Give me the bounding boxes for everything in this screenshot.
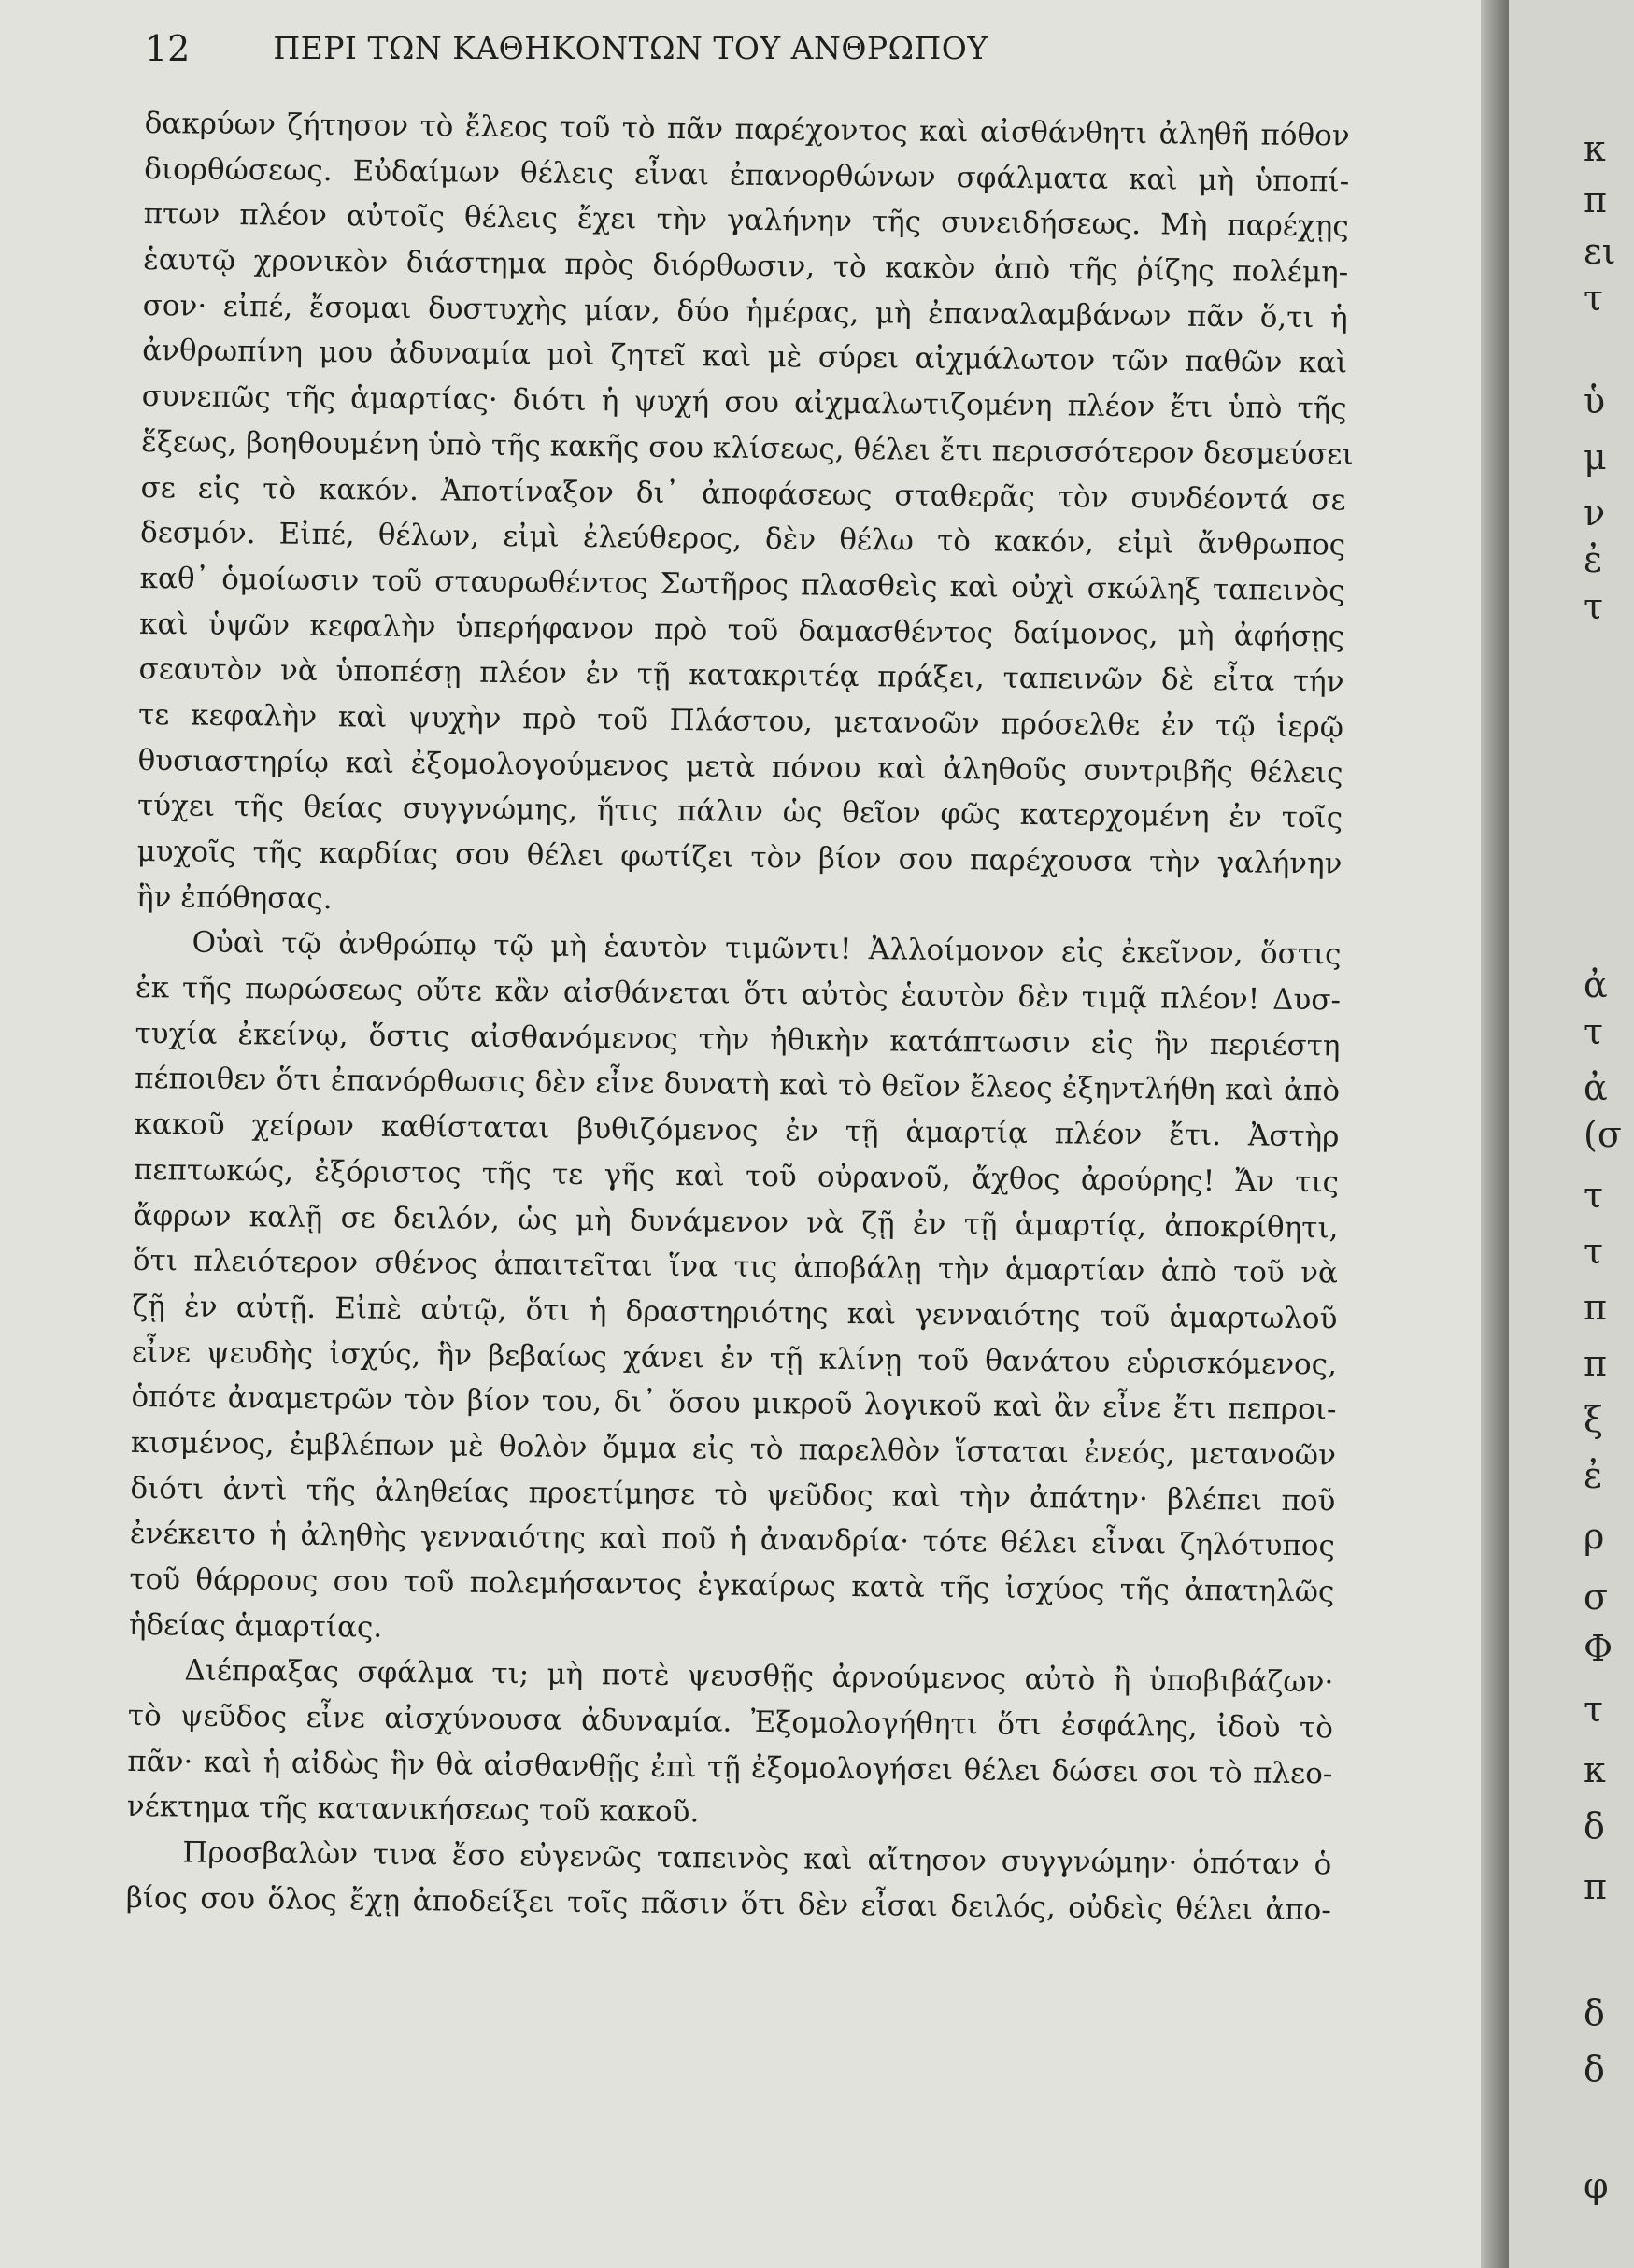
edge-fragment: κ xyxy=(1584,128,1606,169)
edge-fragment: π xyxy=(1584,1287,1607,1328)
text-line: καθ᾽ ὁμοίωσιν τοῦ σταυρωθέντος Σωτῆρος πλασθεὶς καὶ οὐχὶ σκώληξ ταπεινὸς xyxy=(139,561,1345,608)
text-line: ὅτι πλειότερον σθένος ἀπαιτεῖται ἵνα τις ἀποβάλῃ τὴν ἁμαρτίαν ἀπὸ τοῦ νὰ xyxy=(132,1244,1339,1291)
text-line: πᾶν· καὶ ἡ αἰδὼς ἣν θὰ αἰσθανθῇς ἐπὶ τῇ ἐξομολογήσει θέλει δώσει σοι τὸ πλεο- xyxy=(127,1744,1333,1791)
text-line: Διέπραξας σφάλμα τι; μὴ ποτὲ ψευσθῇς ἀρνούμενος αὐτὸ ἢ ὑποβιβάζων· xyxy=(184,1653,1334,1700)
text-line: κακοῦ χείρων καθίσταται βυθιζόμενος ἐν τῇ ἁμαρτίᾳ πλέον ἔτι. Ἀστὴρ xyxy=(134,1107,1340,1154)
edge-fragment: ει xyxy=(1584,231,1616,272)
edge-fragment: π xyxy=(1584,1866,1607,1907)
book-gutter-shadow xyxy=(1481,0,1509,2268)
edge-fragment: μ xyxy=(1584,436,1607,478)
edge-fragment: ξ xyxy=(1584,1399,1603,1440)
text-line: πέποιθεν ὅτι ἐπανόρθωσις δὲν εἶνε δυνατὴ καὶ τὸ θεῖον ἔλεος ἐξηντλήθη καὶ ἀπὸ xyxy=(134,1062,1341,1108)
text-line: καὶ ὑψῶν κεφαλὴν ὑπερήφανον πρὸ τοῦ δαμασθέντος δαίμονος, μὴ ἀφήσῃς xyxy=(138,606,1345,654)
text-line: ὁπότε ἀναμετρῶν τὸν βίον του, δι᾽ ὅσου μικροῦ λογικοῦ καὶ ἂν εἶνε ἔτι πεπροι- xyxy=(131,1380,1337,1427)
text-line: ἀνθρωπίνη μου ἀδυναμία μοὶ ζητεῖ καὶ μὲ σύρει αἰχμάλωτον τῶν παθῶν καὶ xyxy=(142,334,1348,380)
text-line: τὸ ψεῦδος εἶνε αἰσχύνουσα ἀδυναμία. Ἐξομολογήθητι ὅτι ἐσφάλης, ἰδοὺ τὸ xyxy=(127,1698,1334,1746)
text-line: ἐκ τῆς πωρώσεως οὔτε κἂν αἰσθάνεται ὅτι αὐτὸς ἑαυτὸν δὲν τιμᾷ πλέον! Δυσ- xyxy=(135,971,1342,1018)
edge-fragment: τ xyxy=(1584,278,1604,319)
next-page-edge xyxy=(1509,0,1634,2268)
text-line: Προσβαλὼν τινα ἔσο εὐγενῶς ταπεινὸς καὶ αἴτησον συγγνώμην· ὁπόταν ὁ xyxy=(182,1835,1332,1882)
page-number: 12 xyxy=(145,28,191,69)
text-line: Οὐαὶ τῷ ἀνθρώπῳ τῷ μὴ ἑαυτὸν τιμῶντι! Ἀλλοίμονον εἰς ἐκεῖνον, ὅστις xyxy=(192,925,1342,972)
page-header xyxy=(145,28,1116,73)
edge-fragment: π xyxy=(1584,1343,1607,1384)
edge-fragment: τ xyxy=(1584,1231,1604,1272)
edge-fragment: τ xyxy=(1584,1175,1604,1216)
text-line: σεαυτὸν νὰ ὑποπέσῃ πλέον ἐν τῇ κατακριτέᾳ πράξει, ταπεινῶν δὲ εἶτα τήν xyxy=(138,652,1344,699)
edge-fragment: τ xyxy=(1584,1689,1604,1730)
text-line: θυσιαστηρίῳ καὶ ἐξομολογούμενος μετὰ πόνου καὶ ἀληθοῦς συντριβῆς θέλεις xyxy=(137,743,1343,791)
edge-fragment: κ xyxy=(1584,1749,1606,1790)
body-text xyxy=(125,101,1354,1933)
text-line: ἕξεως, βοηθουμένη ὑπὸ τῆς κακῆς σου κλίσεως, θέλει ἔτι περισσότερον δεσμεύσει xyxy=(140,424,1354,472)
edge-fragment: ρ xyxy=(1584,1516,1605,1557)
text-line: διότι ἀντὶ τῆς ἀληθείας προετίμησε τὸ ψεῦδος καὶ τὴν ἀπάτην· βλέπει ποῦ xyxy=(130,1471,1336,1519)
text-line: νέκτημα τῆς κατανικήσεως τοῦ κακοῦ. xyxy=(126,1790,700,1830)
edge-fragment: δ xyxy=(1584,1805,1605,1847)
edge-fragment: δ xyxy=(1584,2048,1605,2090)
edge-fragment: (σ xyxy=(1584,1114,1622,1155)
edge-fragment: π xyxy=(1584,179,1607,221)
edge-fragment: τ xyxy=(1584,586,1604,627)
text-line: τυχία ἐκείνῳ, ὅστις αἰσθανόμενος τὴν ἠθικὴν κατάπτωσιν εἰς ἣν περιέστη xyxy=(135,1016,1341,1063)
edge-fragment: φ xyxy=(1584,2165,1609,2206)
text-line: σον· εἰπέ, ἔσομαι δυστυχὴς μίαν, δύο ἡμέρας, μὴ ἐπαναλαμβάνων πᾶν ὅ,τι ἡ xyxy=(142,288,1348,335)
edge-fragment: ὑ xyxy=(1584,380,1606,421)
text-line: δεσμόν. Εἰπέ, θέλων, εἰμὶ ἐλεύθερος, δὲν θέλω τὸ κακόν, εἰμὶ ἄνθρωπος xyxy=(139,516,1346,563)
running-title: ΠΕΡΙ ΤΩΝ ΚΑΘΗΚΟΝΤΩΝ ΤΟΥ ΑΝΘΡΩΠΟΥ xyxy=(273,30,988,66)
text-line: τοῦ θάρρους σου τοῦ πολεμήσαντος ἐγκαίρως κατὰ τῆς ἰσχύος τῆς ἀπατηλῶς xyxy=(129,1562,1335,1609)
text-line: ἐνέκειτο ἡ ἀληθὴς γενναιότης καὶ ποῦ ἡ ἀνανδρία· τότε θέλει εἶναι ζηλότυπος xyxy=(129,1517,1336,1563)
text-line: κισμένος, ἐμβλέπων μὲ θολὸν ὄμμα εἰς τὸ παρελθὸν ἵσταται ἐνεός, μετανοῶν xyxy=(130,1425,1337,1473)
edge-fragment: ν xyxy=(1584,492,1606,534)
text-line: ἑαυτῷ χρονικὸν διάστημα πρὸς διόρθωσιν, τὸ κακὸν ἀπὸ τῆς ῥίζης πολέμη- xyxy=(143,243,1349,290)
text-line: συνεπῶς τῆς ἁμαρτίας· διότι ἡ ψυχή σου αἰχμαλωτιζομένη πλέον ἔτι ὑπὸ τῆς xyxy=(141,379,1347,426)
edge-fragment: τ xyxy=(1584,1011,1604,1052)
text-line: τύχει τῆς θείας συγγνώμης, ἥτις πάλιν ὡς θεῖον φῶς κατερχομένη ἐν τοῖς xyxy=(136,789,1343,835)
edge-fragment: ἐ xyxy=(1584,1455,1603,1496)
text-line: πτων πλέον αὐτοῖς θέλεις ἔχει τὴν γαλήνην τῆς συνειδήσεως. Μὴ παρέχῃς xyxy=(143,197,1349,244)
text-line: διορθώσεως. Εὐδαίμων θέλεις εἶναι ἐπανορθώνων σφάλματα καὶ μὴ ὑποπί- xyxy=(144,151,1350,199)
text-line: τε κεφαλὴν καὶ ψυχὴν πρὸ τοῦ Πλάστου, μετανοῶν πρόσελθε ἐν τῷ ἱερῷ xyxy=(137,697,1344,745)
text-line: βίος σου ὅλος ἔχῃ ἀποδείξει τοῖς πᾶσιν ὅτι δὲν εἶσαι δειλός, οὐδεὶς θέλει ἀπο- xyxy=(125,1880,1331,1928)
edge-fragment: ἀ xyxy=(1584,964,1608,1006)
edge-fragment: σ xyxy=(1584,1576,1608,1618)
text-line: δακρύων ζήτησον τὸ ἔλεος τοῦ τὸ πᾶν παρέχοντος καὶ αἰσθάνθητι ἀληθῆ πόθον xyxy=(144,106,1350,153)
text-line: ἡδείας ἁμαρτίας. xyxy=(128,1607,383,1645)
text-line: εἶνε ψευδὴς ἰσχύς, ἣν βεβαίως χάνει ἐν τῇ κλίνῃ τοῦ θανάτου εὑρισκόμενος, xyxy=(131,1334,1338,1381)
edge-fragment: ἐ xyxy=(1584,539,1603,580)
text-line: μυχοῖς τῆς καρδίας σου θέλει φωτίζει τὸν βίον σου παρέχουσα τὴν γαλήνην xyxy=(136,834,1343,881)
edge-fragment: δ xyxy=(1584,1992,1605,2033)
edge-fragment: Φ xyxy=(1584,1628,1613,1669)
text-line: σε εἰς τὸ κακόν. Ἀποτίναξον δι᾽ ἀποφάσεως σταθερᾶς τὸν συνδέοντά σε xyxy=(140,470,1346,517)
text-line: ζῇ ἐν αὐτῇ. Εἰπὲ αὐτῷ, ὅτι ἡ δραστηριότης καὶ γενναιότης τοῦ ἁμαρτωλοῦ xyxy=(132,1289,1338,1336)
text-line: ἣν ἐπόθησας. xyxy=(135,879,333,916)
text-line: ἄφρων καλῇ σε δειλόν, ὡς μὴ δυνάμενον νὰ ζῇ ἐν τῇ ἁμαρτίᾳ, ἀποκρίθητι, xyxy=(133,1198,1339,1245)
text-line: πεπτωκώς, ἐξόριστος τῆς τε γῆς καὶ τοῦ οὐρανοῦ, ἄχθος ἀρούρης! Ἄν τις xyxy=(133,1152,1340,1200)
edge-fragment: ἀ xyxy=(1584,1067,1608,1108)
